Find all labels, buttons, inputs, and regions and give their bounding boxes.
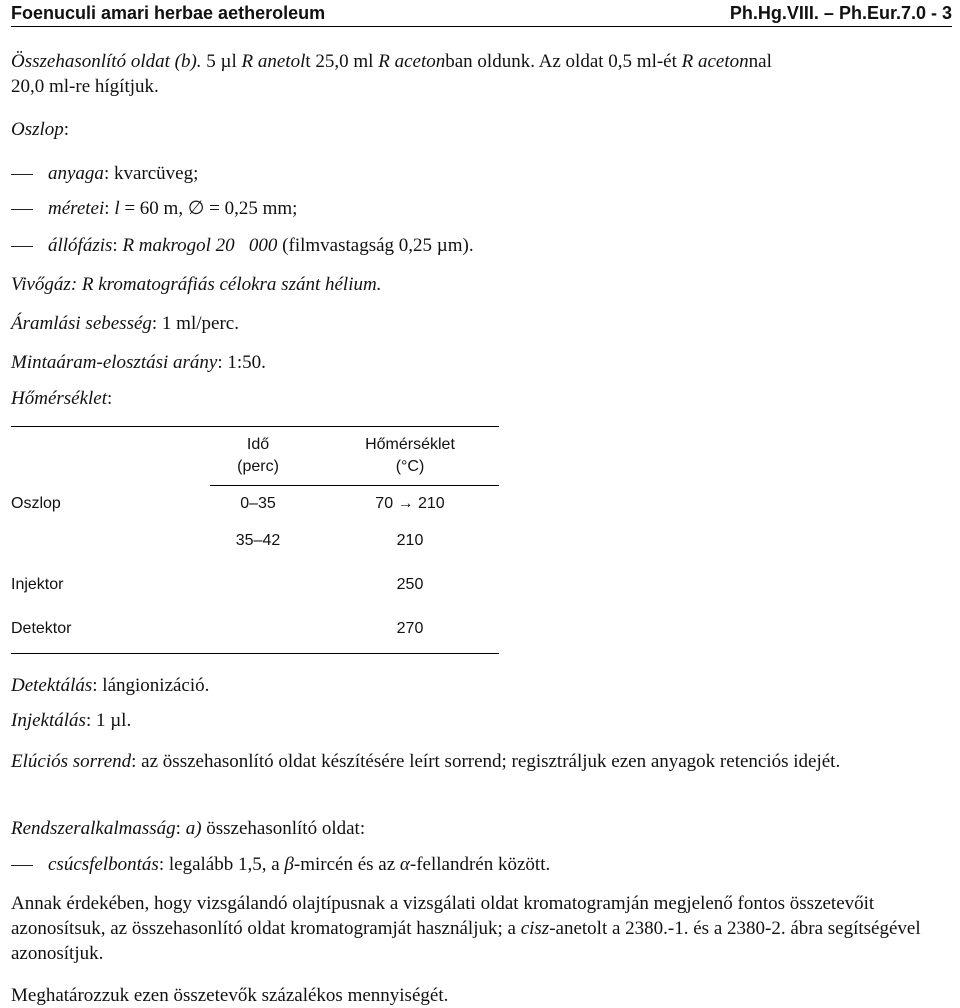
paragraph-text: Annak érdekében, hogy vizsgálandó olajtípusnak a vizsgálati oldat kromatogramján megjelenő fontos összetevőit azonosítsuk, az összehasonlító oldat kromatogramját használjuk; a xyxy=(11,893,875,939)
elution-order-value: : az összehasonlító oldat készítésére leírt sorrend; regisztráljuk ezen anyagok retenciós idejét. xyxy=(131,751,841,772)
stationary-phase-reagent: R makrogol 20 000 xyxy=(122,235,278,256)
table-row-name: Detektor xyxy=(11,620,72,637)
unit-microliter: µl xyxy=(220,51,237,72)
system-suitability-value: összehasonlító oldat: xyxy=(201,818,366,839)
column-heading xyxy=(11,117,69,142)
table-header-rule xyxy=(210,485,499,486)
reagent-r: R xyxy=(681,51,698,72)
text: 5 xyxy=(201,51,221,72)
system-suitability-label: Rendszeralkalmasság xyxy=(11,818,176,839)
column-material-item xyxy=(48,161,198,186)
temperature-heading xyxy=(11,386,112,411)
page-header xyxy=(11,0,952,27)
detection-line xyxy=(11,673,209,698)
temperature-label: Hőmérséklet xyxy=(11,388,108,409)
table-header-time xyxy=(218,434,298,478)
injection-value: : 1 xyxy=(85,710,111,731)
table-row-time: 35–42 xyxy=(235,532,281,549)
temperature-unit: (°C) xyxy=(395,458,425,475)
comparison-solution-paragraph xyxy=(11,49,951,99)
text: nal xyxy=(748,51,772,72)
colon: : xyxy=(63,119,70,140)
item-value: = 60 m, xyxy=(119,198,188,219)
table-row-name: Injektor xyxy=(11,576,64,593)
column-dimensions-item xyxy=(48,196,297,221)
colon: : xyxy=(107,388,113,409)
item-value: -mircén és az xyxy=(293,854,400,875)
period: . xyxy=(126,710,132,731)
resolution-label: csúcsfelbontás xyxy=(48,854,159,875)
text: ban oldunk. Az oldat 0,5 ml-ét xyxy=(445,51,682,72)
beta-symbol: β xyxy=(284,854,294,875)
dash-bullet xyxy=(11,161,41,186)
table-row-temperature: 270 xyxy=(396,620,424,637)
text: t 25,0 ml xyxy=(305,51,379,72)
item-value: : xyxy=(104,198,115,219)
item-value: -fellandrén között. xyxy=(409,854,551,875)
alpha-symbol: α xyxy=(399,854,410,875)
table-row-temperature: 70 → 210 xyxy=(375,495,445,512)
unit-micrometer: µm xyxy=(436,235,463,256)
item-value: : xyxy=(112,235,123,256)
table-bottom-rule xyxy=(11,653,499,654)
stationary-phase-item xyxy=(48,233,474,258)
time-unit: (perc) xyxy=(237,458,279,475)
column-label: Oszlop xyxy=(11,119,64,140)
reagent-r: R xyxy=(378,51,395,72)
comparison-solution-label: Összehasonlító oldat (b). xyxy=(11,51,202,72)
reagent-r: R xyxy=(236,51,258,72)
split-ratio-line xyxy=(11,350,266,375)
split-ratio-value: : 1:50. xyxy=(217,352,266,373)
flow-rate-value: : 1 ml/perc. xyxy=(151,313,239,334)
diameter-icon: ∅ xyxy=(187,198,205,219)
cis-prefix: cisz xyxy=(520,918,550,939)
dash-bullet xyxy=(11,233,41,258)
reagent-anethole: anetol xyxy=(257,51,306,72)
table-row-temperature: 210 xyxy=(396,532,424,549)
table-header-temperature xyxy=(345,434,475,478)
table-row-name: Oszlop xyxy=(11,495,61,512)
flow-rate-label: Áramlási sebesség xyxy=(11,313,152,334)
resolution-item xyxy=(48,852,550,877)
carrier-gas-label: Vivőgáz xyxy=(11,274,71,295)
elution-order-paragraph xyxy=(11,749,951,774)
flow-rate-line xyxy=(11,311,239,336)
elution-order-label: Elúciós sorrend xyxy=(11,751,132,772)
item-value: : legalább 1,5, a xyxy=(158,854,285,875)
injection-label: Injektálás xyxy=(11,710,86,731)
item-label: méretei xyxy=(48,198,105,219)
carrier-gas-line xyxy=(11,272,381,297)
unit-microliter: µl xyxy=(110,710,127,731)
temperature-header: Hőmérséklet xyxy=(365,436,455,453)
header-rule xyxy=(11,26,952,27)
item-label: állófázis xyxy=(48,235,113,256)
table-row-time: 0–35 xyxy=(240,495,276,512)
item-marker: a) xyxy=(185,818,202,839)
identification-paragraph xyxy=(11,891,951,966)
carrier-gas-value: : R kromatográfiás célokra szánt hélium. xyxy=(70,274,382,295)
item-value: (filmvastagság 0,25 xyxy=(277,235,437,256)
item-value: : kvarcüveg; xyxy=(103,163,199,184)
pharmacopoeia-reference: Ph.Hg.VIII. – Ph.Eur.7.0 - 3 xyxy=(729,3,952,23)
table-row-temperature: 250 xyxy=(396,576,424,593)
split-ratio-label: Mintaáram-elosztási arány xyxy=(11,352,218,373)
item-value: = 0,25 mm; xyxy=(204,198,298,219)
final-sentence: Meghatározzuk ezen összetevők százalékos mennyiségét. xyxy=(11,985,449,1006)
reagent-acetone: aceton xyxy=(698,51,749,72)
item-value: ). xyxy=(462,235,474,256)
time-header: Idő xyxy=(246,436,270,453)
detection-label: Detektálás xyxy=(11,675,93,696)
reagent-acetone: aceton xyxy=(394,51,446,72)
length-symbol: l xyxy=(114,198,120,219)
paragraph-text: -anetolt a 2380.-1. és a 2380-2. ábra segítségével azonosítjuk. xyxy=(11,918,921,964)
dash-bullet xyxy=(11,852,41,877)
detection-value: : lángionizáció. xyxy=(92,675,210,696)
monograph-title: Foenuculi amari herbae aetheroleum xyxy=(11,3,326,23)
injection-line xyxy=(11,708,131,733)
text: 20,0 ml-re hígítjuk. xyxy=(11,76,159,97)
dash-bullet xyxy=(11,196,41,221)
item-label: anyaga xyxy=(48,163,104,184)
colon: : xyxy=(175,818,186,839)
table-top-rule xyxy=(11,426,499,427)
system-suitability-line xyxy=(11,816,365,841)
